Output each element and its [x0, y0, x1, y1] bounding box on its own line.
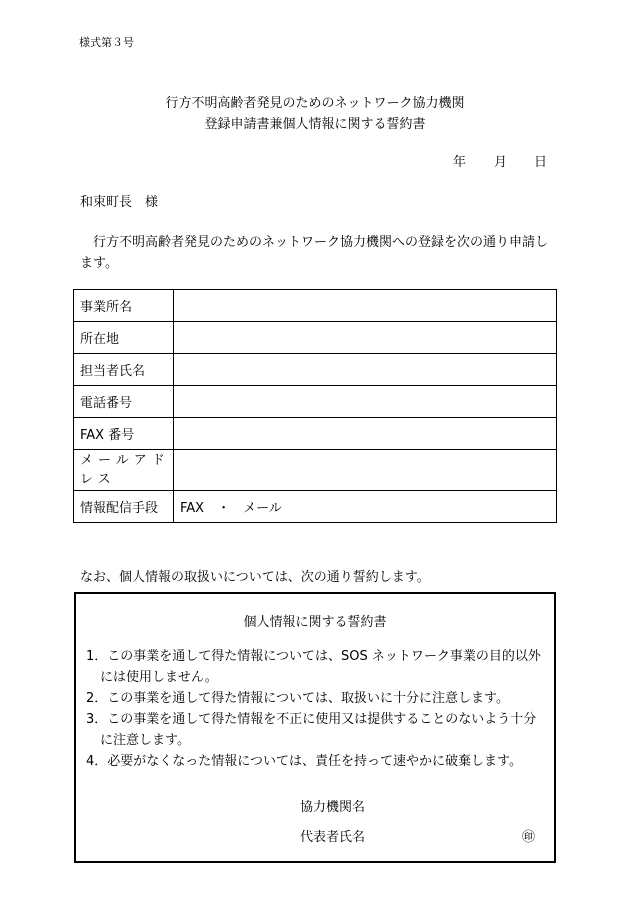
- oath-title: 個人情報に関する誓約書: [243, 615, 387, 630]
- phone-label: 電話番号: [74, 386, 174, 418]
- address-field[interactable]: [174, 322, 557, 354]
- form-number: 様式第３号: [79, 36, 134, 49]
- addressee: 和束町長 様: [80, 195, 159, 210]
- table-row: [74, 418, 557, 450]
- address-label: 所在地: [74, 322, 174, 354]
- table-row: [74, 386, 557, 418]
- representative-name-label: 代表者氏名: [300, 830, 366, 845]
- date-month: 月: [494, 155, 508, 170]
- delivery-method-label: 情報配信手段: [74, 491, 174, 523]
- table-row: [74, 450, 557, 491]
- contact-person-label: 担当者氏名: [74, 354, 174, 386]
- fax-field[interactable]: [174, 418, 557, 450]
- document-title-line1: 行方不明高齢者発見のためのネットワーク協力機関: [165, 96, 465, 111]
- table-row: [74, 290, 557, 322]
- seal-icon: ㊞: [522, 830, 536, 845]
- oath-list: [86, 646, 546, 772]
- list-item: 2．この事業を通して得た情報については、取扱いに十分に注意します。: [86, 691, 509, 706]
- phone-field[interactable]: [174, 386, 557, 418]
- delivery-method-value[interactable]: FAX ・ メール: [174, 491, 557, 523]
- list-item: 4．必要がなくなった情報については、責任を持って速やかに破棄します。: [86, 754, 522, 769]
- oath-box: [74, 592, 556, 863]
- date-day: 日: [534, 155, 548, 170]
- organization-name-label: 協力機関名: [300, 800, 366, 815]
- document-title-line2: 登録申請書兼個人情報に関する誓約書: [204, 117, 426, 132]
- table-row: [74, 491, 557, 523]
- email-label: メールアドレス: [74, 450, 174, 491]
- list-item: 3．この事業を通して得た情報を不正に使用又は提供することのないよう十分に注意します。: [86, 712, 537, 748]
- table-row: [74, 354, 557, 386]
- application-table: [73, 289, 557, 523]
- table-row: [74, 322, 557, 354]
- email-field[interactable]: [174, 450, 557, 491]
- list-item: 1．この事業を通して得た情報については、SOS ネットワーク事業の目的以外には使用しません。: [86, 649, 541, 685]
- office-name-field[interactable]: [174, 290, 557, 322]
- contact-person-field[interactable]: [174, 354, 557, 386]
- intro-text: 行方不明高齢者発見のためのネットワーク協力機関への登録を次の通り申請します。: [80, 235, 549, 271]
- privacy-notice: なお、個人情報の取扱いについては、次の通り誓約します。: [80, 570, 430, 585]
- date-year: 年: [453, 155, 467, 170]
- fax-label: FAX 番号: [74, 418, 174, 450]
- office-name-label: 事業所名: [74, 290, 174, 322]
